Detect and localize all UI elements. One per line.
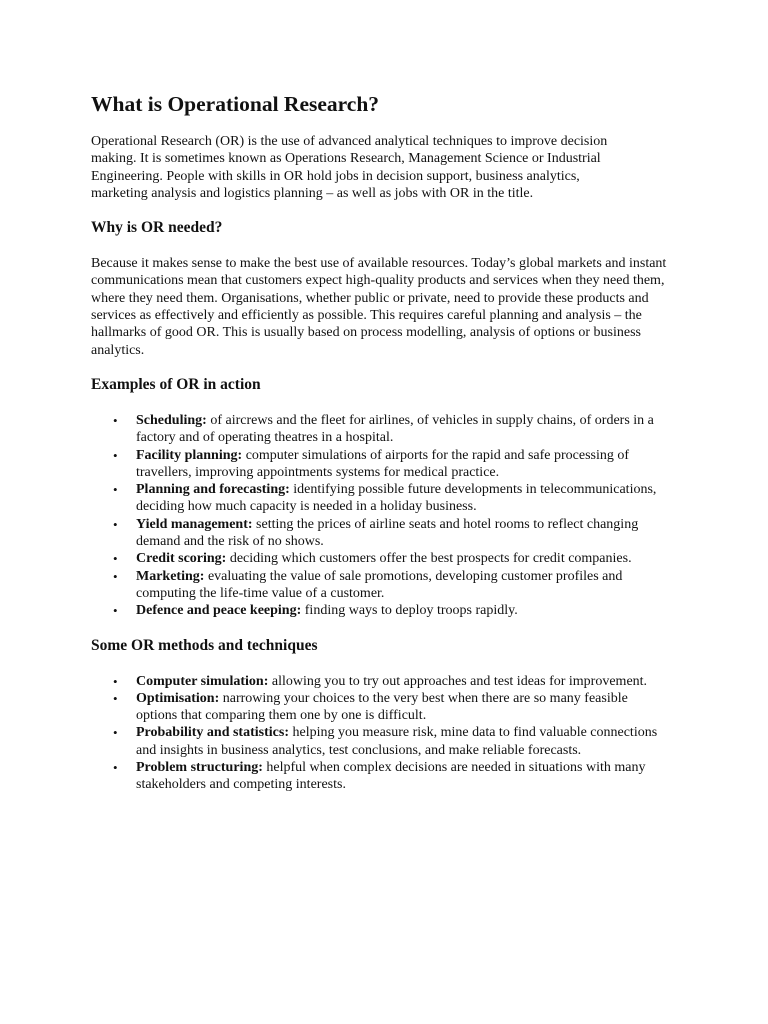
list-item bbox=[91, 690, 666, 725]
list-item-term: Credit scoring: bbox=[136, 551, 227, 567]
list-item bbox=[91, 447, 683, 482]
list-item-text: deciding which customers offer the best prospects for credit companies. bbox=[229, 551, 632, 567]
list-item bbox=[91, 673, 666, 690]
bullet-icon: • bbox=[113, 482, 118, 498]
document-page bbox=[91, 90, 691, 794]
list-item-term: Defence and peace keeping: bbox=[136, 603, 302, 619]
bullet-icon: • bbox=[113, 447, 118, 463]
list-item bbox=[91, 724, 666, 759]
list-item-term: Problem structuring: bbox=[136, 760, 263, 776]
list-item-text: allowing you to try out approaches and test ideas for improvement. bbox=[271, 673, 648, 689]
list-item-term: Scheduling: bbox=[136, 412, 207, 428]
list-item bbox=[91, 550, 683, 567]
list-item-term: Marketing: bbox=[136, 568, 205, 584]
intro-paragraph: Operational Research (OR) is the use of advanced analytical techniques to improve decision making. It is sometimes known as Operations Research, Management Science or Industrial Engineering. People with skills in OR hold jobs in decision support, business analytics, marketing analysis and logistics planning – as well as jobs with OR in the title. bbox=[91, 134, 608, 201]
list-item-term: Yield management: bbox=[136, 516, 253, 532]
list-item bbox=[91, 516, 683, 551]
bullet-icon: • bbox=[113, 412, 118, 428]
list-item-text: computer simulations of airports for the rapid and safe processing of travellers, improving appointments systems for medical practice. bbox=[136, 447, 630, 480]
bullet-icon: • bbox=[113, 690, 118, 706]
bullet-icon: • bbox=[113, 551, 118, 567]
list-item-text: helping you measure risk, mine data to find valuable connections and insights in business analytics, test conclusions, and make reliable forecasts. bbox=[136, 725, 658, 758]
list-item-text: evaluating the value of sale promotions, developing customer profiles and computing the life-time value of a customer. bbox=[136, 568, 623, 601]
bullet-icon: • bbox=[113, 568, 118, 584]
list-item-text: finding ways to deploy troops rapidly. bbox=[304, 603, 518, 619]
list-item-term: Computer simulation: bbox=[136, 673, 269, 689]
bullet-icon: • bbox=[113, 760, 118, 776]
list-item-term: Facility planning: bbox=[136, 447, 243, 463]
list-item bbox=[91, 481, 683, 516]
bullet-icon: • bbox=[113, 516, 118, 532]
why-paragraph: Because it makes sense to make the best use of available resources. Today’s global markets and instant communications mean that customers expect high-quality products and services when they need them, where they need them. Organisations, whether public or private, need to provide these products and services as effectively and efficiently as possible. This requires careful planning and analysis – the hallmarks of good OR. This is usually based on process modelling, analysis of options or business analytics. bbox=[91, 256, 667, 358]
list-item bbox=[91, 759, 666, 794]
bullet-icon: • bbox=[113, 603, 118, 619]
list-item bbox=[91, 412, 683, 447]
methods-list bbox=[91, 673, 666, 794]
examples-list bbox=[91, 412, 683, 620]
bullet-icon: • bbox=[113, 725, 118, 741]
list-item-text: narrowing your choices to the very best when there are so many feasible options that comparing them one by one is difficult. bbox=[136, 690, 628, 724]
page-title: What is Operational Research? bbox=[91, 92, 380, 116]
section-heading-methods: Some OR methods and techniques bbox=[91, 636, 318, 654]
section-heading-why: Why is OR needed? bbox=[91, 219, 223, 237]
list-item-term: Optimisation: bbox=[136, 690, 220, 706]
section-heading-examples: Examples of OR in action bbox=[91, 375, 261, 393]
list-item bbox=[91, 568, 683, 603]
list-item-text: of aircrews and the fleet for airlines, of vehicles in supply chains, of orders in a factory and of operating theatres in a hospital. bbox=[136, 412, 654, 446]
list-item-term: Planning and forecasting: bbox=[136, 482, 290, 498]
list-item-term: Probability and statistics: bbox=[136, 725, 289, 741]
list-item bbox=[91, 602, 683, 619]
list-item-text: setting the prices of airline seats and hotel rooms to reflect changing demand and the risk of no shows. bbox=[136, 516, 639, 550]
list-item-text: helpful when complex decisions are needed in situations with many stakeholders and competing interests. bbox=[136, 760, 646, 793]
bullet-icon: • bbox=[113, 673, 118, 689]
list-item-text: identifying possible future developments in telecommunications, deciding how much capacity is needed in a holiday business. bbox=[136, 482, 657, 515]
